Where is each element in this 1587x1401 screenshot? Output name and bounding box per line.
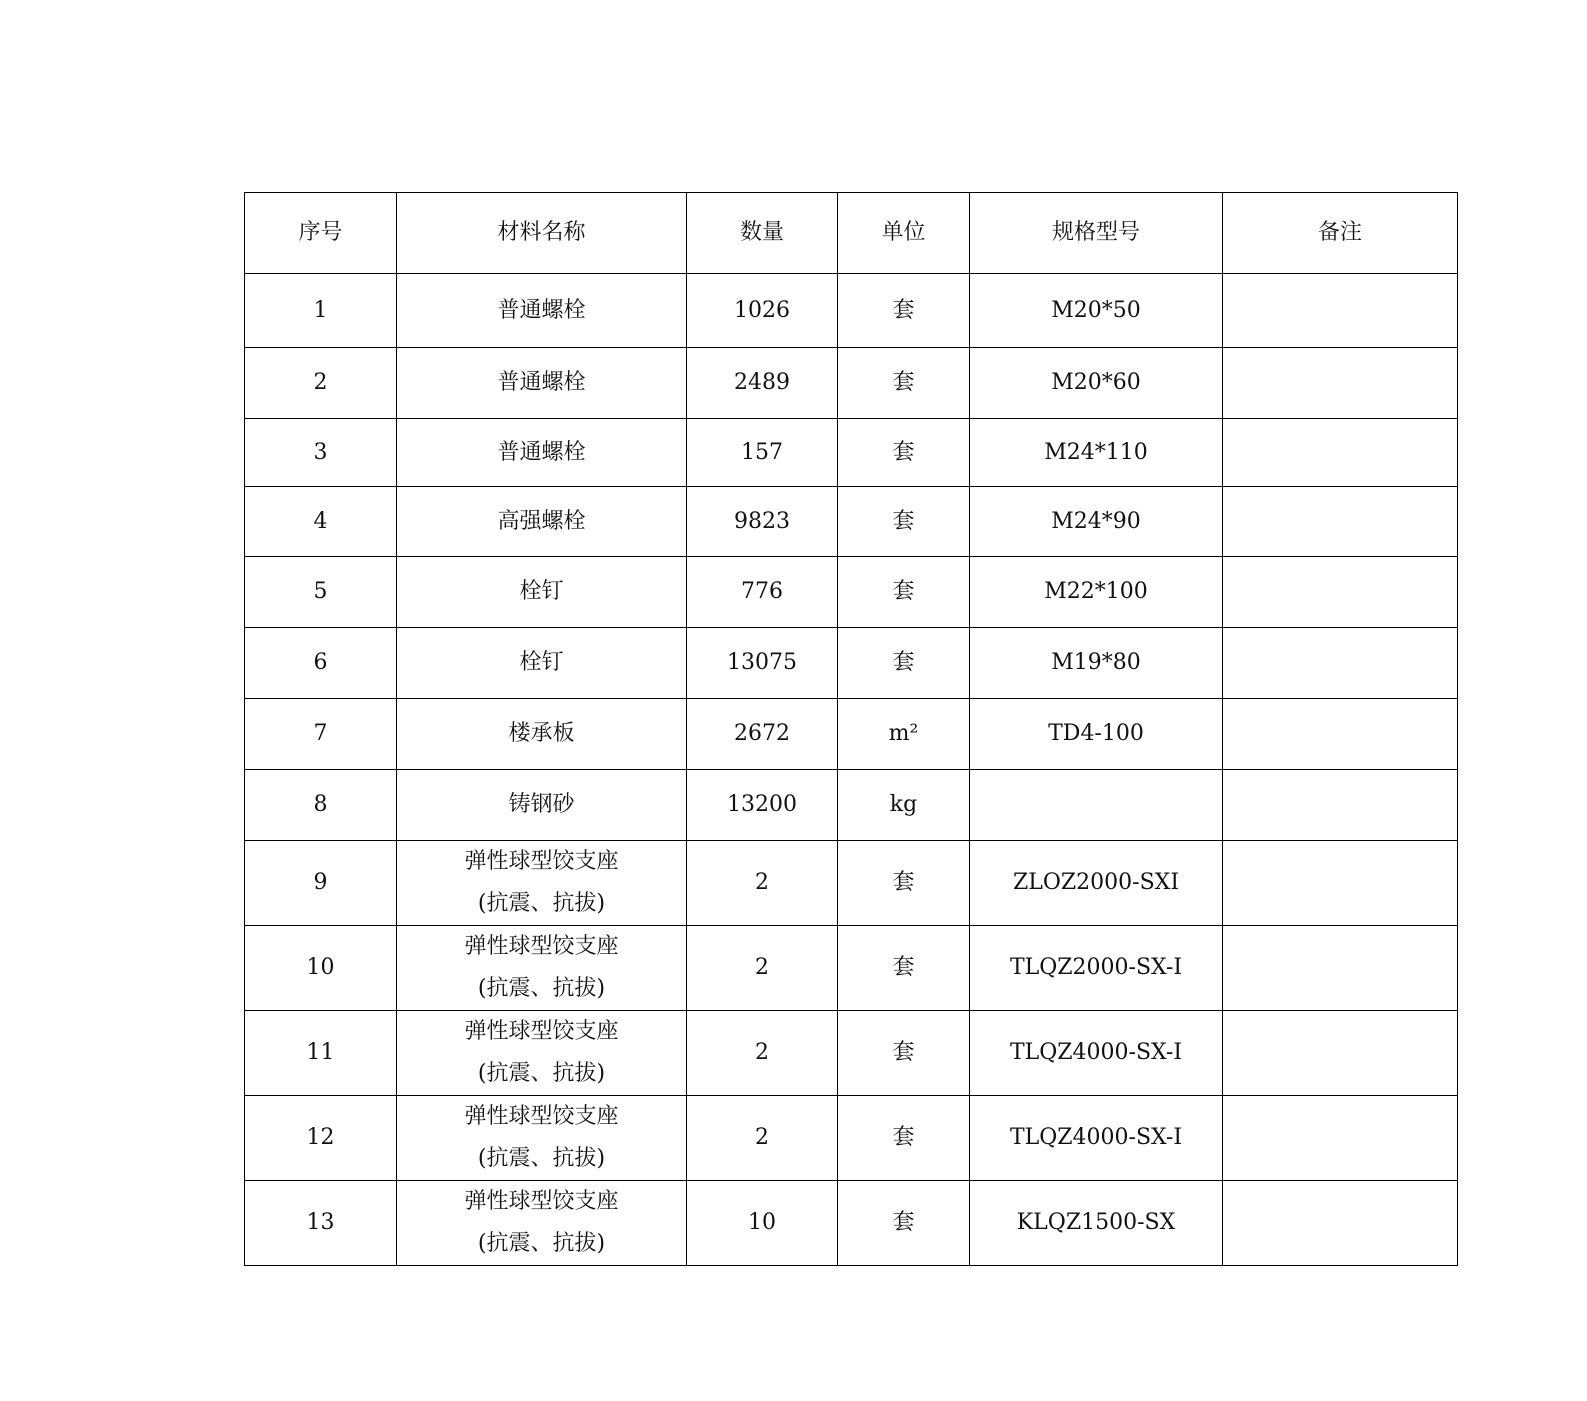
cell-remarks — [1223, 841, 1458, 926]
table-row — [245, 628, 1458, 699]
cell-specification: TLQZ2000-SX-I — [970, 926, 1223, 1011]
cell-material-name — [397, 274, 687, 348]
cell-quantity: 1026 — [687, 274, 838, 348]
material-name-line: 弹性球型饺支座 — [464, 1104, 619, 1129]
cell-unit: 套 — [838, 1096, 970, 1181]
material-name-line: (抗震、抗拔) — [477, 1146, 606, 1171]
cell-serial-no: 4 — [245, 487, 397, 557]
cell-serial-no: 7 — [245, 699, 397, 770]
cell-unit: 套 — [838, 926, 970, 1011]
material-name-line: 弹性球型饺支座 — [464, 1019, 619, 1044]
material-name-line: (抗震、抗拔) — [477, 1061, 606, 1086]
cell-specification: KLQZ1500-SX — [970, 1181, 1223, 1266]
cell-specification: ZLOZ2000-SXI — [970, 841, 1223, 926]
table-header-row — [245, 193, 1458, 274]
cell-serial-no: 6 — [245, 628, 397, 699]
cell-quantity: 2 — [687, 926, 838, 1011]
table-row — [245, 487, 1458, 557]
material-name-line: (抗震、抗拔) — [477, 1231, 606, 1256]
cell-remarks — [1223, 699, 1458, 770]
material-name-line: 普通螺栓 — [497, 370, 586, 395]
materials-table — [244, 192, 1458, 1266]
cell-remarks — [1223, 1011, 1458, 1096]
table-row — [245, 1096, 1458, 1181]
cell-quantity: 10 — [687, 1181, 838, 1266]
table-row — [245, 1181, 1458, 1266]
material-name-line: 弹性球型饺支座 — [464, 1189, 619, 1214]
material-name-line: 普通螺栓 — [497, 439, 586, 465]
cell-serial-no: 3 — [245, 419, 397, 487]
cell-specification: TLQZ4000-SX-I — [970, 1096, 1223, 1181]
table-row — [245, 419, 1458, 487]
cell-material-name — [397, 770, 687, 841]
material-name-line: 弹性球型饺支座 — [464, 934, 619, 959]
material-name-line: 栓钉 — [519, 579, 564, 604]
cell-specification: M24*110 — [970, 419, 1223, 487]
header-material-name: 材料名称 — [397, 193, 687, 274]
cell-unit: 套 — [838, 348, 970, 419]
cell-unit: 套 — [838, 841, 970, 926]
cell-quantity: 157 — [687, 419, 838, 487]
cell-material-name — [397, 1181, 687, 1266]
cell-specification — [970, 770, 1223, 841]
cell-unit: 套 — [838, 628, 970, 699]
cell-serial-no: 11 — [245, 1011, 397, 1096]
cell-material-name — [397, 487, 687, 557]
cell-material-name — [397, 926, 687, 1011]
cell-specification: M19*80 — [970, 628, 1223, 699]
cell-remarks — [1223, 419, 1458, 487]
material-name-line: 栓钉 — [519, 650, 564, 675]
cell-serial-no: 9 — [245, 841, 397, 926]
cell-unit: 套 — [838, 1011, 970, 1096]
cell-material-name — [397, 419, 687, 487]
cell-quantity: 13075 — [687, 628, 838, 699]
header-serial-no: 序号 — [245, 193, 397, 274]
cell-serial-no: 12 — [245, 1096, 397, 1181]
cell-material-name — [397, 348, 687, 419]
cell-remarks — [1223, 274, 1458, 348]
table-row — [245, 699, 1458, 770]
cell-serial-no: 8 — [245, 770, 397, 841]
cell-serial-no: 2 — [245, 348, 397, 419]
header-remarks: 备注 — [1223, 193, 1458, 274]
cell-material-name — [397, 628, 687, 699]
cell-quantity: 2 — [687, 1096, 838, 1181]
table-row — [245, 557, 1458, 628]
cell-specification: TD4-100 — [970, 699, 1223, 770]
material-name-line: 弹性球型饺支座 — [464, 849, 619, 874]
cell-specification: TLQZ4000-SX-I — [970, 1011, 1223, 1096]
cell-quantity: 2 — [687, 1011, 838, 1096]
cell-serial-no: 13 — [245, 1181, 397, 1266]
cell-specification: M22*100 — [970, 557, 1223, 628]
cell-unit: m² — [838, 699, 970, 770]
cell-unit: 套 — [838, 419, 970, 487]
material-name-line: 铸钢砂 — [508, 792, 575, 817]
cell-remarks — [1223, 557, 1458, 628]
cell-specification: M20*50 — [970, 274, 1223, 348]
cell-material-name — [397, 1096, 687, 1181]
cell-material-name — [397, 841, 687, 926]
table-row — [245, 841, 1458, 926]
cell-unit: 套 — [838, 557, 970, 628]
table-row — [245, 1011, 1458, 1096]
cell-unit: kg — [838, 770, 970, 841]
cell-serial-no: 10 — [245, 926, 397, 1011]
cell-material-name — [397, 1011, 687, 1096]
cell-remarks — [1223, 770, 1458, 841]
material-name-line: 普通螺栓 — [497, 297, 586, 323]
cell-unit: 套 — [838, 274, 970, 348]
cell-unit: 套 — [838, 1181, 970, 1266]
cell-quantity: 2 — [687, 841, 838, 926]
header-quantity: 数量 — [687, 193, 838, 274]
material-name-line: 楼承板 — [508, 721, 575, 746]
material-name-line: 高强螺栓 — [497, 508, 586, 534]
cell-quantity: 2489 — [687, 348, 838, 419]
table-row — [245, 926, 1458, 1011]
cell-remarks — [1223, 926, 1458, 1011]
cell-material-name — [397, 557, 687, 628]
cell-specification: M20*60 — [970, 348, 1223, 419]
table-row — [245, 770, 1458, 841]
material-name-line: (抗震、抗拔) — [477, 891, 606, 916]
header-specification: 规格型号 — [970, 193, 1223, 274]
cell-remarks — [1223, 348, 1458, 419]
cell-remarks — [1223, 628, 1458, 699]
cell-serial-no: 1 — [245, 274, 397, 348]
cell-material-name — [397, 699, 687, 770]
cell-quantity: 9823 — [687, 487, 838, 557]
header-unit: 单位 — [838, 193, 970, 274]
cell-serial-no: 5 — [245, 557, 397, 628]
table-row — [245, 274, 1458, 348]
cell-quantity: 2672 — [687, 699, 838, 770]
cell-remarks — [1223, 1181, 1458, 1266]
table-row — [245, 348, 1458, 419]
cell-specification: M24*90 — [970, 487, 1223, 557]
cell-unit: 套 — [838, 487, 970, 557]
cell-remarks — [1223, 487, 1458, 557]
cell-remarks — [1223, 1096, 1458, 1181]
material-name-line: (抗震、抗拔) — [477, 976, 606, 1001]
cell-quantity: 13200 — [687, 770, 838, 841]
cell-quantity: 776 — [687, 557, 838, 628]
